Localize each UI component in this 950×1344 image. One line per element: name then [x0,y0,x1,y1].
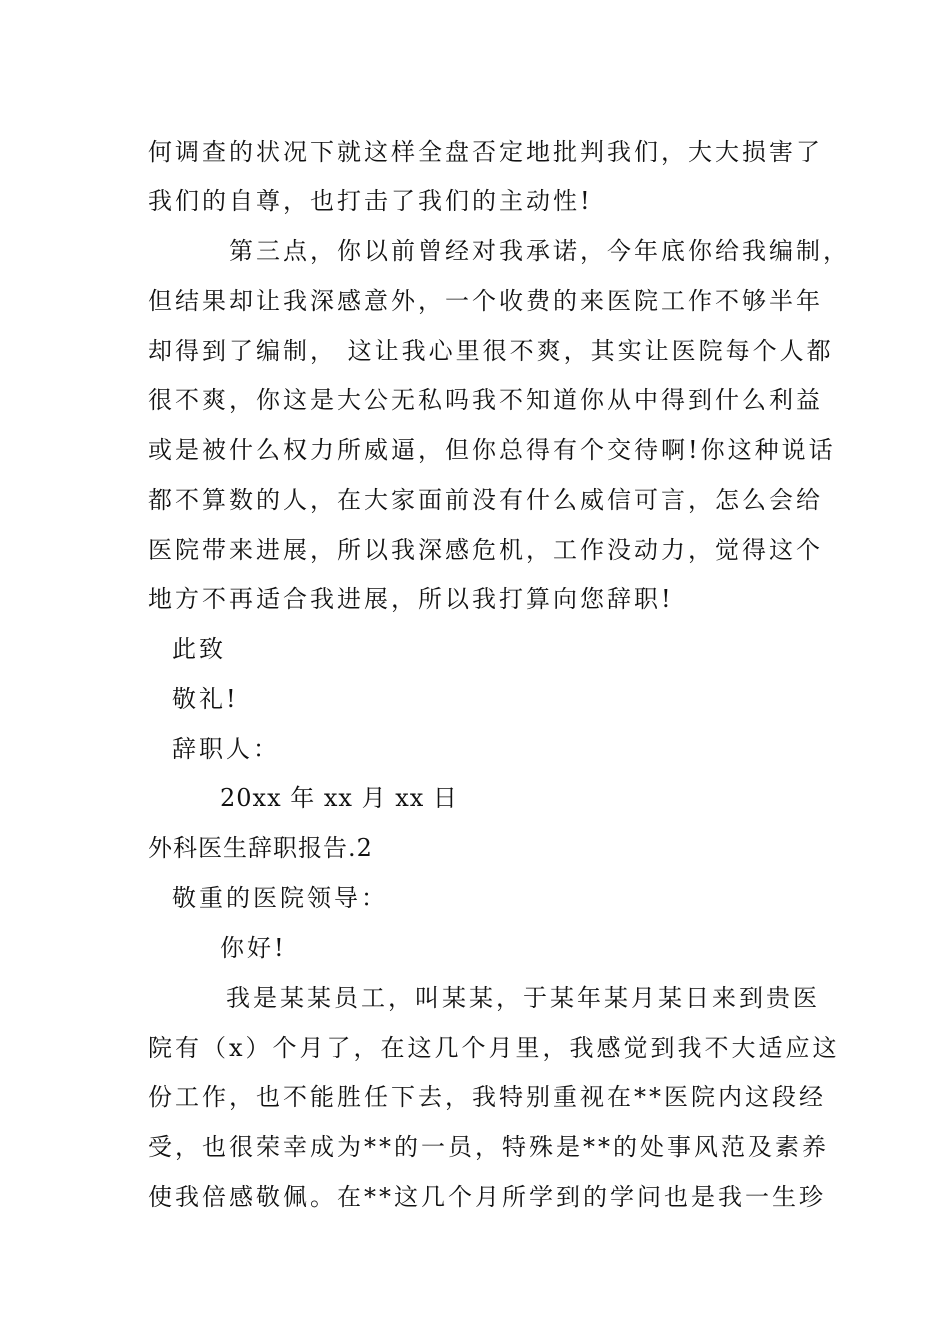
closing-regards: 敬礼! [172,685,239,713]
paragraph-line: 我是某某员工，叫某某，于某年某月某日来到贵医 [226,984,820,1012]
paragraph-line: 何调查的状况下就这样全盘否定地批判我们，大大损害了 [148,138,823,166]
paragraph-line: 医院带来进展，所以我深感危机，工作没动力，觉得这个 [148,536,823,564]
paragraph-line: 但结果却让我深感意外，一个收费的来医院工作不够半年 [148,287,823,315]
paragraph-line: 院有（x）个月了，在这几个月里，我感觉到我不大适应这 [148,1034,840,1062]
paragraph-line: 地方不再适合我进展，所以我打算向您辞职! [148,585,674,613]
paragraph-line: 很不爽，你这是大公无私吗我不知道你从中得到什么利益 [148,386,823,414]
paragraph-line: 受，也很荣幸成为**的一员，特殊是**的处事风范及素养 [148,1133,829,1161]
date-line: 20xx 年 xx 月 xx 日 [220,784,458,812]
paragraph-line: 却得到了编制， 这让我心里很不爽，其实让医院每个人都 [148,337,834,365]
paragraph-line: 使我倍感敬佩。在**这几个月所学到的学问也是我一生珍 [148,1183,826,1211]
paragraph-line: 份工作，也不能胜任下去，我特别重视在**医院内这段经 [148,1083,826,1111]
greeting: 你好! [220,934,287,962]
paragraph-line: 都不算数的人，在大家面前没有什么威信可言，怎么会给 [148,486,823,514]
signature-label: 辞职人： [172,735,280,763]
paragraph-line: 或是被什么权力所威逼，但你总得有个交待啊!你这种说话 [148,436,836,464]
closing-salutation: 此致 [172,635,226,663]
greeting-recipient: 敬重的医院领导： [172,884,388,912]
paragraph-line: 我们的自尊，也打击了我们的主动性! [148,187,593,215]
paragraph-line: 第三点，你以前曾经对我承诺，今年底你给我编制， [229,237,850,265]
section-title: 外科医生辞职报告.2 [148,834,373,862]
